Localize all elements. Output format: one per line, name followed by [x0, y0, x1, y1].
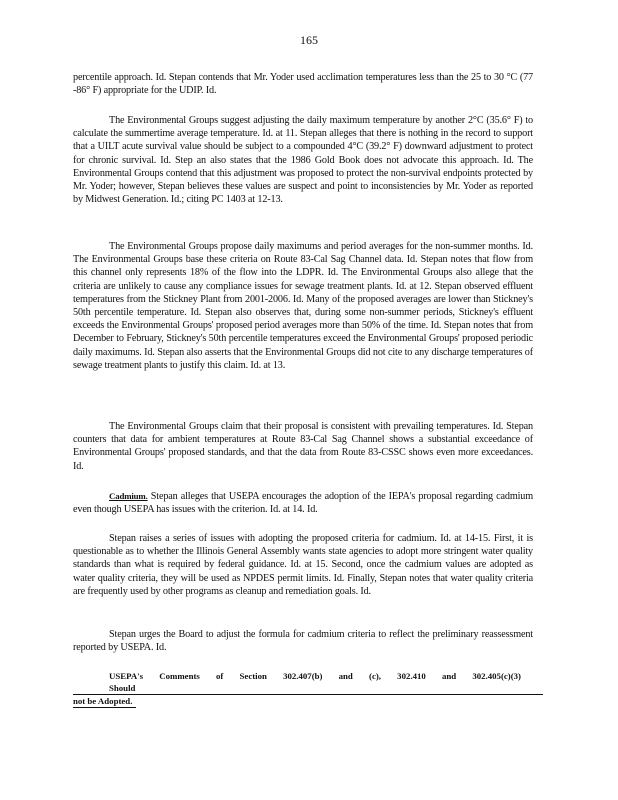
paragraph-1: percentile approach. Id. Stepan contends that Mr. Yoder used acclimation temperatures less than the 25 to 30 °C (77 -86° F) appropriate for the UDIP. Id.: [73, 72, 533, 97]
paragraph-2: The Environmental Groups suggest adjusting the daily maximum temperature by another 2°C (35.6° F) to calculate the summertime average temperature. Id. at 11. Stepan alleges that there is nothing in the record to support that a UILT acute survival value should be subject to a compounded 4°C (39.2° F) downward adjustment to protect for chronic survival. Id. Step an also states that the 1986 Gold Book does not advocate this approach. Id. The Environmental Groups contend that this adjustment was proposed to protect the non-survival endpoints protected by Mr. Yoder; however, Stepan believes these values are suspect and point to inconsistencies by Mr. Yoder as reported by Midwest Generation. Id.; citing PC 1403 at 12-13.: [73, 115, 533, 206]
paragraph-7: Stepan urges the Board to adjust the formula for cadmium criteria to reflect the preliminary reassessment reported by USEPA. Id.: [73, 629, 533, 654]
paragraph-6: Stepan raises a series of issues with adopting the proposed criteria for cadmium. Id. at 14-15. First, it is questionable as to whether the Illinois General Assembly wants state agencies to adopt more stringent water quality standards than what is required by federal guidance. Id. at 15. Second, once the cadmium values are adopted as water quality criteria, they will be used as NPDES permit limits. Id. Finally, Stepan notes that water quality criteria are frequently used by other programs as cleanup and remediation goals. Id.: [73, 533, 533, 597]
paragraph-3: The Environmental Groups propose daily maximums and period averages for the non-summer months. Id. The Environmental Groups base these criteria on Route 83-Cal Sag Channel data. Id. Stepan notes that flow from this channel only represents 18% of the flow into the LDPR. Id. The Environmental Groups also allege that the criteria are unlikely to cause any compliance issues for sewage treatment plants. Id. at 12. Stepan observed effluent temperatures from the Stickney Plant from 2001-2006. Id. Many of the proposed averages are lower than Stickney's 50th percentile temperature. Id. Stepan also observes that, during some non-summer periods, Stickney's effluent exceeds the Environmental Groups' proposed period averages more than 50% of the time. Id. Stepan notes that from December to February, Stickney's 50th percentile temperatures exceed the Environmental Groups' proposed periodic daily maximums. Id. Stepan also asserts that the Environmental Groups did not cite to any discharge temperatures of sewage treatment plants to justify this claim. Id. at 13.: [73, 241, 533, 371]
cadmium-heading: Cadmium.: [109, 491, 148, 501]
paragraph-5: [73, 490, 533, 516]
section-heading: [73, 670, 543, 708]
section-heading-line-1: USEPA's Comments of Section 302.407(b) and (c), 302.410 and 302.405(c)(3) Should: [73, 670, 543, 695]
paragraph-5-text: Stepan alleges that USEPA encourages the adoption of the IEPA's proposal regarding cadmium even though USEPA has issues with the criterion. Id. at 14. Id.: [73, 491, 533, 516]
page-number: 165: [300, 33, 318, 47]
section-heading-line-2: not be Adopted.: [73, 695, 136, 708]
paragraph-4: The Environmental Groups claim that their proposal is consistent with prevailing temperatures. Id. Stepan counters that data for ambient temperatures at Route 83-Cal Sag Channel shows a substantial exceedance of Environmental Groups' proposed standards, and that the data from Route 83-CSSC shows even more exceedances. Id.: [73, 421, 533, 472]
